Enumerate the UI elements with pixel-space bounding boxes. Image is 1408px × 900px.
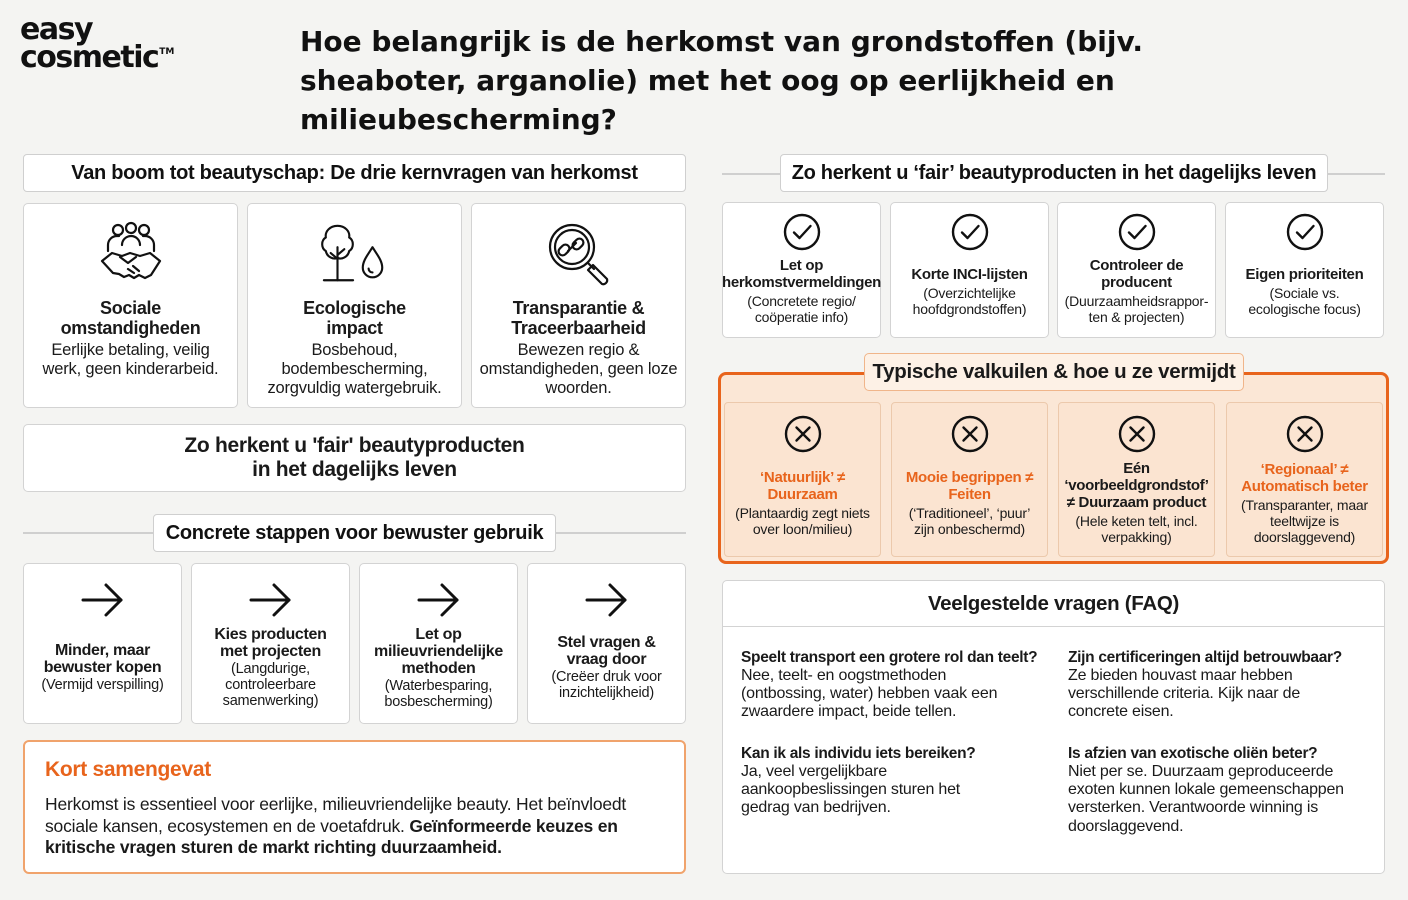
check-circle-icon xyxy=(951,213,989,251)
faq-item: Zijn certificeringen altijd betrouwbaar? Ze bieden houvast maar hebben verschillende criteria. Kijk naar de concrete eisen. xyxy=(1068,649,1342,721)
x-circle-icon xyxy=(1286,415,1324,455)
arrow-right-icon xyxy=(248,580,294,620)
check-card: Korte INCI-lijsten (Overzichtelijke hoofdgrondstoffen) xyxy=(890,202,1049,338)
check-card: Controleer de producent (Duurzaamheidsrappor- ten & projecten) xyxy=(1057,202,1216,338)
faq-item: Speelt transport een grotere rol dan teelt? Nee, teelt- en oogstmethoden (ontbossing, water) hebben vaak een zwaardere impact, beide tellen. xyxy=(741,649,1038,721)
arrow-right-icon xyxy=(80,580,126,620)
arrow-right-icon xyxy=(416,580,462,620)
pitfalls-header: Typische valkuilen & hoe u ze vermijdt xyxy=(864,353,1244,391)
core-card-transparency: Transparantie & Traceerbaarheid Bewezen regio & omstandigheden, geen loze woorden. xyxy=(471,203,686,408)
check-circle-icon xyxy=(1118,213,1156,251)
check-circle-icon xyxy=(783,213,821,251)
check-card: Let op herkomstvermeldingen (Concretete regio/ coöperatie info) xyxy=(722,202,881,338)
faq-item: Is afzien van exotische oliën beter? Niet per se. Duurzaam geproduceerde exoten kunnen lokale gemeenschappen versterken. Verantwoorde winning is doorslaggevend. xyxy=(1068,745,1344,835)
check-circle-icon xyxy=(1286,213,1324,251)
pitfall-card: ‘Regionaal’ ≠ Automatisch beter (Transparanter, maar teeltwijze is doorslaggevend) xyxy=(1226,402,1383,557)
x-circle-icon xyxy=(784,415,822,455)
faq-title: Veelgestelde vragen (FAQ) xyxy=(723,581,1384,627)
step-card: Stel vragen & vraag door (Creëer druk voor inzichtelijkheid) xyxy=(527,563,686,724)
faq-item: Kan ik als individu iets bereiken? Ja, veel vergelijkbare aankoopbeslissingen sturen het gedrag van bedrijven. xyxy=(741,745,976,817)
people-handshake-icon xyxy=(96,218,166,290)
step-card: Minder, maar bewuster kopen (Vermijd verspilling) xyxy=(23,563,182,724)
pitfall-card: Mooie begrippen ≠ Feiten (‘Traditioneel’, ‘puur’ zijn onbeschermd) xyxy=(891,402,1048,557)
core-card-social: Sociale omstandigheden Eerlijke betaling, veilig werk, geen kinderarbeid. xyxy=(23,203,238,408)
check-card: Eigen prioriteiten (Sociale vs. ecologische focus) xyxy=(1225,202,1384,338)
step-card: Kies producten met projecten (Langdurige, controleerbare samenwerking) xyxy=(191,563,350,724)
summary-box: Kort samengevat Herkomst is essentieel voor eerlijke, milieuvriendelijke beauty. Het beïnvloedt sociale kansen, ecosystemen en de voetafdruk. Geïnformeerde keuzes en kritische vragen sturen de markt richting duurzaamheid. xyxy=(23,740,686,874)
x-circle-icon xyxy=(951,415,989,455)
core-card-ecological: Ecologische impact Bosbehoud, bodembescherming, zorgvuldig watergebruik. xyxy=(247,203,462,408)
magnifier-link-icon xyxy=(544,218,614,290)
header-concrete-steps: Concrete stappen voor bewuster gebruik xyxy=(153,514,556,552)
easycosmetic-logo: easy cosmetic™ xyxy=(20,12,175,75)
header-core-questions: Van boom tot beautyschap: De drie kernvragen van herkomst xyxy=(23,154,686,192)
faq-panel xyxy=(722,580,1385,874)
pitfall-card: Eén ‘voorbeeldgrondstof’ ≠ Duurzaam product (Hele keten telt, incl. verpakking) xyxy=(1058,402,1215,557)
pitfall-card: ‘Natuurlijk’ ≠ Duurzaam (Plantaardig zegt niets over loon/milieu) xyxy=(724,402,881,557)
arrow-right-icon xyxy=(584,580,630,620)
x-circle-icon xyxy=(1118,415,1156,455)
step-card: Let op milieuvriendelijke methoden (Waterbesparing, bosbescherming) xyxy=(359,563,518,724)
header-fair-products: Zo herkent u ‘fair’ beautyproducten in het dagelijks leven xyxy=(780,154,1328,192)
fair-products-banner: Zo herkent u 'fair' beautyproducten in het dagelijks leven xyxy=(23,424,686,492)
tree-water-drop-icon xyxy=(320,218,390,290)
page-title: Hoe belangrijk is de herkomst van grondstoffen (bijv. sheaboter, arganolie) met het oog op eerlijkheid en milieubescherming? xyxy=(300,25,1144,136)
